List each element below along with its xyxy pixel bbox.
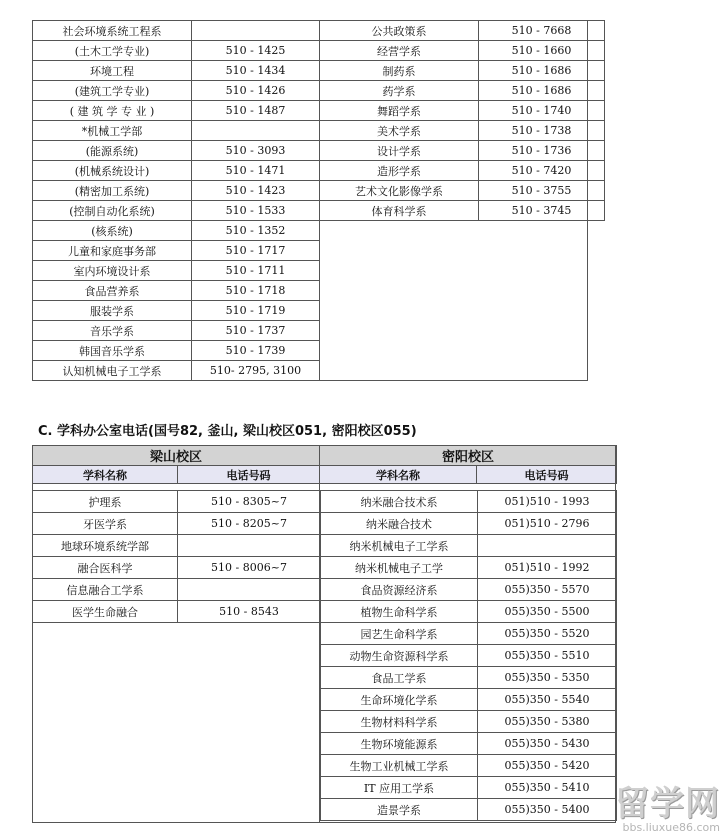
phone-number: 510 - 1719 bbox=[192, 301, 320, 321]
table-row bbox=[320, 61, 605, 81]
phone-number: 510 - 1487 bbox=[192, 101, 320, 121]
phone-number bbox=[478, 535, 617, 557]
top-left-body bbox=[33, 21, 320, 381]
miryang-body bbox=[321, 491, 617, 821]
campus-divider bbox=[319, 445, 320, 823]
department-name: 生物工业机械工学系 bbox=[321, 755, 478, 777]
table-row bbox=[320, 21, 605, 41]
department-name: 设计学系 bbox=[320, 141, 479, 161]
phone-number: 510 - 7668 bbox=[479, 21, 605, 41]
miryang-campus-header: 密阳校区 bbox=[320, 446, 617, 466]
phone-number: 510 - 1471 bbox=[192, 161, 320, 181]
miryang-col-name: 学科名称 bbox=[320, 466, 477, 484]
department-name: 纳米机械电子工学系 bbox=[321, 535, 478, 557]
department-name: 制药系 bbox=[320, 61, 479, 81]
phone-number: 055)350 - 5410 bbox=[478, 777, 617, 799]
table-row bbox=[321, 557, 617, 579]
department-name: 经营学系 bbox=[320, 41, 479, 61]
phone-number bbox=[192, 121, 320, 141]
table-row bbox=[33, 221, 320, 241]
phone-number: 510 - 1660 bbox=[479, 41, 605, 61]
miryang-col-phone: 电话号码 bbox=[477, 466, 617, 484]
table-row bbox=[33, 321, 320, 341]
department-name: 韩国音乐学系 bbox=[33, 341, 192, 361]
phone-number: 510 - 1711 bbox=[192, 261, 320, 281]
table-row bbox=[33, 341, 320, 361]
table-row bbox=[320, 201, 605, 221]
table-row bbox=[320, 141, 605, 161]
table-row bbox=[320, 101, 605, 121]
department-name: 体育科学系 bbox=[320, 201, 479, 221]
phone-number: 055)350 - 5510 bbox=[478, 645, 617, 667]
phone-number: 510 - 3745 bbox=[479, 201, 605, 221]
phone-number: 055)350 - 5420 bbox=[478, 755, 617, 777]
phone-number: 510 - 1739 bbox=[192, 341, 320, 361]
table-row bbox=[33, 535, 321, 557]
miryang-table bbox=[320, 490, 617, 821]
department-name: 造形学系 bbox=[320, 161, 479, 181]
department-name: 认知机械电子工学系 bbox=[33, 361, 192, 381]
department-name: 药学系 bbox=[320, 81, 479, 101]
table-row bbox=[33, 557, 321, 579]
phone-number: 510 - 1737 bbox=[192, 321, 320, 341]
table-row bbox=[321, 799, 617, 821]
phone-number: 510- 2795, 3100 bbox=[192, 361, 320, 381]
table-row bbox=[321, 733, 617, 755]
phone-number: 055)350 - 5520 bbox=[478, 623, 617, 645]
section-title: C. 学科办公室电话(国号82, 釜山, 梁山校区051, 密阳校区055) bbox=[38, 424, 417, 439]
yangsan-col-phone: 电话号码 bbox=[178, 466, 320, 484]
department-name: 公共政策系 bbox=[320, 21, 479, 41]
table-row bbox=[33, 161, 320, 181]
department-name: 生物材料科学系 bbox=[321, 711, 478, 733]
department-name: 融合医科学 bbox=[33, 557, 178, 579]
department-name: IT 应用工学系 bbox=[321, 777, 478, 799]
table-row bbox=[33, 301, 320, 321]
phone-number: 510 - 1718 bbox=[192, 281, 320, 301]
yangsan-body bbox=[33, 491, 321, 623]
phone-number: 051)510 - 1993 bbox=[478, 491, 617, 513]
department-name: (控制自动化系统) bbox=[33, 201, 192, 221]
phone-number: 055)350 - 5380 bbox=[478, 711, 617, 733]
department-name: 美术学系 bbox=[320, 121, 479, 141]
phone-number: 510 - 1686 bbox=[479, 61, 605, 81]
table-row bbox=[33, 41, 320, 61]
phone-number: 510 - 1352 bbox=[192, 221, 320, 241]
department-name: 舞蹈学系 bbox=[320, 101, 479, 121]
department-name: (核系统) bbox=[33, 221, 192, 241]
phone-number: 055)350 - 5350 bbox=[478, 667, 617, 689]
table-row bbox=[321, 667, 617, 689]
department-name: 护理系 bbox=[33, 491, 178, 513]
department-name: 植物生命科学系 bbox=[321, 601, 478, 623]
yangsan-col-name: 学科名称 bbox=[33, 466, 178, 484]
table-row bbox=[321, 645, 617, 667]
phone-number: 510 - 8305~7 bbox=[178, 491, 321, 513]
table-row bbox=[33, 101, 320, 121]
phone-number: 510 - 1717 bbox=[192, 241, 320, 261]
table-row bbox=[320, 81, 605, 101]
table-row bbox=[33, 491, 321, 513]
phone-number: 510 - 8543 bbox=[178, 601, 321, 623]
table-row bbox=[33, 201, 320, 221]
watermark-sub: bbs.liuxue86.com bbox=[622, 821, 720, 834]
department-name: 儿童和家庭事务部 bbox=[33, 241, 192, 261]
table-row bbox=[33, 579, 321, 601]
table-row bbox=[33, 281, 320, 301]
phone-number: 510 - 1686 bbox=[479, 81, 605, 101]
department-name: 环境工程 bbox=[33, 61, 192, 81]
phone-number: 510 - 1736 bbox=[479, 141, 605, 161]
phone-number: 510 - 1740 bbox=[479, 101, 605, 121]
department-name: 纳米融合技术 bbox=[321, 513, 478, 535]
table-row bbox=[321, 579, 617, 601]
yangsan-table bbox=[32, 490, 321, 623]
table-row bbox=[33, 513, 321, 535]
department-name: 社会环境系统工程系 bbox=[33, 21, 192, 41]
phone-number: 055)350 - 5500 bbox=[478, 601, 617, 623]
department-name: (建筑工学专业) bbox=[33, 81, 192, 101]
department-name: 纳米融合技术系 bbox=[321, 491, 478, 513]
top-left-table bbox=[32, 20, 320, 381]
department-name: 造景学系 bbox=[321, 799, 478, 821]
phone-number: 055)350 - 5400 bbox=[478, 799, 617, 821]
table-row bbox=[321, 689, 617, 711]
department-name: (机械系统设计) bbox=[33, 161, 192, 181]
phone-number: 510 - 1533 bbox=[192, 201, 320, 221]
table-row bbox=[321, 601, 617, 623]
department-name: 信息融合工学系 bbox=[33, 579, 178, 601]
phone-number: 510 - 3093 bbox=[192, 141, 320, 161]
department-name: 食品营养系 bbox=[33, 281, 192, 301]
phone-number bbox=[192, 21, 320, 41]
department-name: 动物生命资源科学系 bbox=[321, 645, 478, 667]
table-row bbox=[321, 777, 617, 799]
department-name: 音乐学系 bbox=[33, 321, 192, 341]
table-row bbox=[33, 81, 320, 101]
phone-number: 510 - 1738 bbox=[479, 121, 605, 141]
table-row bbox=[320, 41, 605, 61]
table-row bbox=[33, 181, 320, 201]
department-name: 艺术文化影像学系 bbox=[320, 181, 479, 201]
table-row bbox=[320, 161, 605, 181]
phone-number: 055)350 - 5540 bbox=[478, 689, 617, 711]
watermark-logo bbox=[615, 776, 720, 834]
table-row bbox=[33, 121, 320, 141]
top-right-table bbox=[319, 20, 605, 221]
department-name: *机械工学部 bbox=[33, 121, 192, 141]
table-row bbox=[33, 61, 320, 81]
table-row bbox=[321, 711, 617, 733]
table-row bbox=[33, 361, 320, 381]
table-row bbox=[320, 121, 605, 141]
top-right-body bbox=[320, 21, 605, 221]
department-name: (土木工学专业) bbox=[33, 41, 192, 61]
department-name: (能源系统) bbox=[33, 141, 192, 161]
table-row bbox=[33, 261, 320, 281]
department-name: 地球环境系统学部 bbox=[33, 535, 178, 557]
phone-number: 051)510 - 1992 bbox=[478, 557, 617, 579]
department-name: 生命环境化学系 bbox=[321, 689, 478, 711]
phone-number: 510 - 1434 bbox=[192, 61, 320, 81]
table-row bbox=[321, 623, 617, 645]
department-name: ( 建 筑 学 专 业 ) bbox=[33, 101, 192, 121]
department-name: 食品工学系 bbox=[321, 667, 478, 689]
department-name: (精密加工系统) bbox=[33, 181, 192, 201]
phone-number: 051)510 - 2796 bbox=[478, 513, 617, 535]
yangsan-campus-header: 梁山校区 bbox=[33, 446, 320, 466]
watermark-main: 留学网 bbox=[615, 784, 720, 824]
department-name: 服装学系 bbox=[33, 301, 192, 321]
department-name: 生物环境能源系 bbox=[321, 733, 478, 755]
department-name: 食品资源经济系 bbox=[321, 579, 478, 601]
phone-number: 510 - 8205~7 bbox=[178, 513, 321, 535]
table-row bbox=[33, 21, 320, 41]
department-name: 纳米机械电子工学 bbox=[321, 557, 478, 579]
table-row bbox=[321, 491, 617, 513]
phone-number bbox=[178, 579, 321, 601]
phone-number: 055)350 - 5570 bbox=[478, 579, 617, 601]
table-row bbox=[33, 141, 320, 161]
phone-number: 055)350 - 5430 bbox=[478, 733, 617, 755]
phone-number: 510 - 3755 bbox=[479, 181, 605, 201]
phone-number: 510 - 7420 bbox=[479, 161, 605, 181]
phone-number: 510 - 1425 bbox=[192, 41, 320, 61]
phone-number: 510 - 8006~7 bbox=[178, 557, 321, 579]
phone-number: 510 - 1423 bbox=[192, 181, 320, 201]
department-name: 医学生命融合 bbox=[33, 601, 178, 623]
campus-header-table bbox=[32, 445, 617, 484]
phone-number: 510 - 1426 bbox=[192, 81, 320, 101]
table-row bbox=[321, 535, 617, 557]
table-row bbox=[321, 755, 617, 777]
department-name: 园艺生命科学系 bbox=[321, 623, 478, 645]
table-row bbox=[320, 181, 605, 201]
phone-number bbox=[178, 535, 321, 557]
table-row bbox=[321, 513, 617, 535]
table-row bbox=[33, 601, 321, 623]
department-name: 室内环境设计系 bbox=[33, 261, 192, 281]
table-row bbox=[33, 241, 320, 261]
department-name: 牙医学系 bbox=[33, 513, 178, 535]
